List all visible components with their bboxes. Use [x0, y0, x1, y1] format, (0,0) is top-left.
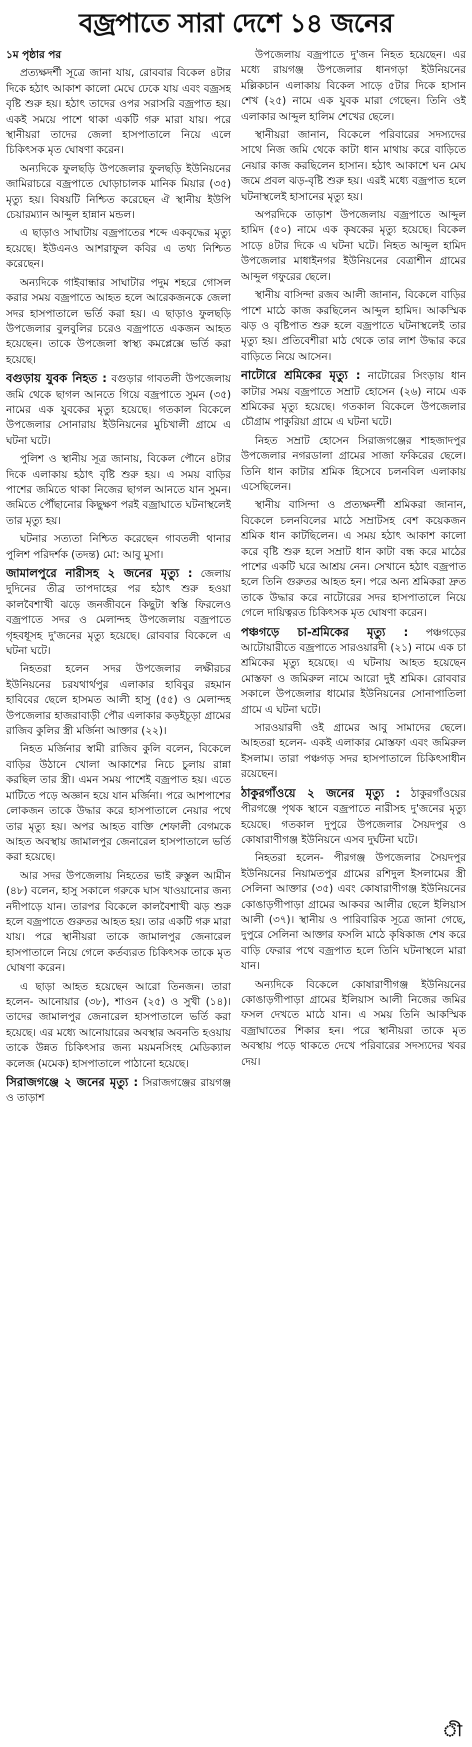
- article-paragraph: [241, 851, 466, 974]
- article-paragraph: [241, 288, 466, 365]
- article-paragraph: [6, 1075, 231, 1107]
- subheading: জামালপুরে নারীসহ ২ জনের মৃত্যু :: [6, 566, 193, 580]
- paragraph-text: স্থানীয় বাসিন্দা রজব আলী জানান, বিকেলে বাড়ির পাশে মাঠে কাজ করছিলেন আব্দুল হামিদ। আকস্মিক ঝড় ও বৃষ্টিপাত শুরু হলে বজ্রপাতে ঘটনাস্থলেই তার মৃত্যু হয়। প্রতিবেশীরা মাঠ থেকে তার লাশ উদ্ধার করে বাড়িতে নিয়ে আসেন।: [241, 289, 466, 363]
- paragraph-text: অন্যদিকে গাইবান্ধার সাঘাটার পদুম শহরে গোসল করার সময় বজ্রপাতে আহত হলে আরেকজনকে জেলা সদর হাসপাতালে ভর্তি করা হয়। এ ছাড়াও ফুলছড়ি উপজেলার বুলবুলির চরেও বজ্রপাতে একজন আহত হয়েছেন। তাকে উপজেলা স্বাস্থ্য কমপ্লেক্সে ভর্তি করা হয়েছে।: [6, 276, 231, 366]
- article-paragraph: [6, 980, 231, 1072]
- subheading: বগুড়ায় যুবক নিহত :: [6, 371, 107, 386]
- paragraph-text: অন্যদিকে বিকেলে কোষারাণীগঞ্জ ইউনিয়নের কোঙাড়গীপাড়া গ্রামের ইলিয়াস আলী নিজের জমির ফসল দেখতে মাঠে যান। এ সময় তিনি আকস্মিক বজ্রাঘাতের শিকার হন। পরে স্থানীয়রা তাকে মৃত অবস্থায় পড়ে থাকতে দেখে পরিবারের সদস্যদের খবর দেয়।: [241, 978, 466, 1068]
- paragraph-text: নাটোরের সিংড়ায় ধান কাটার সময় বজ্রপাতে সম্রাট হোসেন (২৬) নামে এক শ্রমিকের মৃত্যু হয়েছে। গতকাল বিকেলে উপজেলার চৌগ্রাম পাকুরিয়া গ্রামে এ ঘটনা ঘটে।: [241, 370, 466, 429]
- paragraph-text: ঠাকুরগাঁওয়ের পীরগঞ্জে পৃথক স্থানে বজ্রপাতে নারীসহ দু'জনের মৃত্যু হয়েছে। গতকাল দুপুরে উপজেলার সৈয়দপুর ও কোষারাণীগঞ্জ ইউনিয়নে এসব দুর্ঘটনা ঘটে।: [241, 787, 466, 846]
- paragraph-text: নিহতরা হলেন সদর উপজেলার লক্ষীরচর ইউনিয়নের চরযথার্থপুর এলাকার হাবিবুর রহমান হাবিবের ছেলে হাসমত আলী হাসু (৫৫) ও মেলান্দহ উপজেলার হাজরাবাড়ী পৌর এলাকার কড়ইচূড়া গ্রামের রাজিব কুলির স্ত্রী মর্জিনা আক্তার (২২)।: [6, 663, 231, 738]
- paragraph-text: সিরাজগঞ্জের রায়গঞ্জ ও তাড়াশ: [6, 1077, 231, 1105]
- right-column: [241, 48, 466, 1743]
- article-paragraph: [241, 434, 466, 496]
- article-paragraph: [6, 66, 231, 158]
- article-paragraph: [6, 452, 231, 529]
- footer-mark: ী: [442, 1721, 462, 1740]
- article-paragraph: [241, 498, 466, 621]
- article-paragraph: [6, 162, 231, 224]
- article-paragraph: [6, 532, 231, 563]
- paragraph-text: প্রত্যক্ষদর্শী সূত্রে জানা যায়, রোববার বিকেল ৪টার দিকে হঠাৎ আকাশ কালো মেঘে ঢেকে যায় এবং বজ্রসহ বৃষ্টি শুরু হয়। হঠাৎ তাদের ওপর সরাসরি বজ্রপাত হয়। একই সময়ে পাশে থাকা একটি গরু মারা যায়। পরে স্থানীয়রা তাদের জেলা হাসপাতালে নিয়ে এলে চিকিৎসক মৃত ঘোষণা করেন।: [6, 67, 231, 157]
- article-paragraph: [241, 978, 466, 1070]
- article-paragraph: [6, 226, 231, 272]
- paragraph-text: এ ছাড়া আহত হয়েছেন আরো তিনজন। তারা হলেন- আনোয়ার (৩৮), শাওন (২৫) ও সুখী (১৪)। তাদের জামালপুর জেনারেল হাসপাতালে ভর্তি করা হয়েছে। এর মধ্যে আনোয়ারের অবস্থার অবনতি হওয়ায় তাকে উন্নত চিকিৎসার জন্য ময়মনসিংহ মেডিক্যাল কলেজ (মমেক) হাসপাতালে পাঠানো হয়েছে।: [6, 980, 231, 1070]
- paragraph-text: বগুড়ার গাবতলী উপজেলায় জমি থেকে ছাগল আনতে গিয়ে বজ্রপাতে সুমন (৩৫) নামের এক যুবকের মৃত্যু হয়েছে। গতকাল বিকেলে উপজেলার সোনারায় ইউনিয়নের মুচিখালী গ্রামে এ ঘটনা ঘটে।: [6, 373, 231, 447]
- paragraph-text: অন্যদিকে ফুলছড়ি উপজেলার ফুলছড়ি ইউনিয়নের জামিরাচরে বজ্রপাতে ঘোড়াচালক মানিক মিয়ার (৩৫) মৃত্যু হয়। বিষয়টি নিশ্চিত করেছেন ঐ স্থানীয় ইউপি চেয়ারম্যান আব্দুল হান্নান মন্ডল।: [6, 162, 231, 222]
- paragraph-text: জেলায় দুদিনের তীব্র তাপদাহের পর হঠাৎ শুরু হওয়া কালবৈশাখী ঝড়ে জনজীবনে কিছুটা স্বস্তি ফিরলেও বজ্রপাতে সদর ও মেলান্দহ উপজেলায় বজ্রপাতে গৃহবধূসহ দু'জনের মৃত্যু হয়েছে। রোববার বিকেলে এ ঘটনা ঘটে।: [6, 568, 231, 658]
- article-paragraph: [241, 786, 466, 849]
- paragraph-text: পুলিশ ও স্থানীয় সূত্র জানায়, বিকেল পৌনে ৪টার দিকে এলাকায় হঠাৎ বৃষ্টি শুরু হয়। এ সময় বাড়ির পাশের জমিতে থাকা নিজের ছাগল আনতে যান সুমন। জমিতে পৌঁছানোর কিছুক্ষণ পরই বজ্রাঘাতে ঘটনাস্থলেই তার মৃত্যু হয়।: [6, 453, 231, 527]
- article-paragraph: [6, 869, 231, 977]
- subheading: সিরাজগঞ্জে ২ জনের মৃত্যু :: [6, 1075, 139, 1089]
- article-paragraph: [241, 368, 466, 431]
- paragraph-text: সারওয়ারদী ওই গ্রামের আবু সামাদের ছেলে। আহতরা হলেন- একই এলাকার মোস্তফা এবং জমিরুল ইসলাম। তারা পঞ্চগড় সদর হাসপাতালে চিকিৎসাধীন রয়েছেন।: [241, 722, 466, 781]
- article-paragraph: [241, 625, 466, 718]
- paragraph-text: উপজেলায় বজ্রপাতে দু'জন নিহত হয়েছেন। এর মধ্যে রায়গঞ্জ উপজেলার ধানগড়া ইউনিয়নের মল্লিকচান এলাকায় বিকেল সাড়ে ৫টার দিকে হাসান শেখ (২৫) নামে এক যুবক মারা গেছেন। তিনি ওই এলাকার আব্দুল হালিম শেখের ছেলে।: [241, 49, 466, 123]
- paragraph-text: ঘটনার সত্যতা নিশ্চিত করেছেন গাবতলী থানার পুলিশ পরিদর্শক (তদন্ত) মো: আবু মুসা।: [6, 533, 231, 561]
- paragraph-text: অপরদিকে তাড়াশ উপজেলায় বজ্রপাতে আব্দুল হামিদ (৫০) নামে এক কৃষকের মৃত্যু হয়েছে। বিকেল সাড়ে ৪টার দিকে এ ঘটনা ঘটে। নিহত আব্দুল হামিদ উপজেলার মাধাইনগর ইউনিয়নের বেত্রাশীন গ্রামের আব্দুল গফুরের ছেলে।: [241, 209, 466, 283]
- headline: বজ্রপাতে সারা দেশে ১৪ জনের: [78, 9, 393, 39]
- article-paragraph: [241, 208, 466, 285]
- paragraph-text: স্থানীয়রা জানান, বিকেলে পরিবারের সদস্যদের সাথে নিজ জমি থেকে কাটা ধান মাথায় করে বাড়িতে নেয়ার কাজ করছিলেন হাসান। হঠাৎ আকাশে ঘন মেঘ জমে প্রবল ঝড়-বৃষ্টি শুরু হয়। এরই মধ্যে বজ্রপাত হলে ঘটনাস্থলেই হাসানের মৃত্যু হয়।: [241, 129, 466, 203]
- article-paragraph: [241, 721, 466, 783]
- left-column: [6, 48, 231, 1743]
- paragraph-text: নিহত সম্রাট হোসেন সিরাজগঞ্জের শাহজাদপুর উপজেলার নগরডালা গ্রামের সাজা ফকিরের ছেলে। তিনি ধান কাটার শ্রমিক হিসেবে চলনবিল এলাকায় এসেছিলেন।: [241, 434, 466, 493]
- paragraph-text: এ ছাড়াও সাঘাটায় বজ্রপাতের শব্দে একবৃদ্ধের মৃত্যু হয়েছে। ইউএনও আশরাফুল কবির এ তথ্য নিশ্চিত করেছেন।: [6, 227, 231, 271]
- paragraph-text: স্থানীয় বাসিন্দা ও প্রত্যক্ষদর্শী শ্রমিকরা জানান, বিকেলে চলনবিলের মাঠে সম্রাটসহ বেশ কয়েকজন শ্রমিক ধান কাটছিলেন। এ সময় হঠাৎ আকাশ কালো করে বৃষ্টি শুরু হলে সম্রাট ধান কাটা বন্ধ করে মাঠের পাশের একটি ঘরে আশ্রয় নেন। সেখানে হঠাৎ বজ্রপাত হলে তিনি গুরুতর আহত হন। পরে অন্য শ্রমিকরা দ্রুত তাকে উদ্ধার করে নাটোরের সদর হাসপাতালে নিয়ে গেলে দায়িত্বরত চিকিৎসক মৃত ঘোষণা করেন।: [241, 499, 466, 620]
- article-columns: [0, 48, 472, 1743]
- paragraph-text: পঞ্চগড়ের আটোয়ারীতে বজ্রপাতে সারওয়ারদী (২১) নামে এক চা শ্রমিকের মৃত্যু হয়েছে। এ ঘটনায় আহত হয়েছেন মোস্তফা ও জমিরুল নামে আরো দুই শ্রমিক। রোববার সকালে উপজেলার ধামোর ইউনিয়নের সোনাপাতিলা গ্রামে এ ঘটনা ঘটে।: [241, 626, 466, 716]
- article-paragraph: [6, 742, 231, 865]
- article-paragraph: [241, 48, 466, 125]
- article-paragraph: [6, 662, 231, 739]
- paragraph-text: আর সদর উপজেলায় নিহতের ভাই রুস্তুল আমীন (৪৮) বলেন, হাসু সকালে গরুকে ঘাস খাওয়ানোর জন্য নদীপাড়ে যান। তারপর বিকেলে কালবৈশাখী ঝড় শুরু হলে বজ্রপাতে গুরুতর আহত হয়। তার একটি গরু মারা যায়। পরে স্থানীয়রা তাকে জামালপুর জেনারেল হাসপাতালে নিয়ে গেলে কর্তব্যরত চিকিৎসক তাকে মৃত ঘোষণা করেন।: [6, 869, 231, 975]
- continuation-label: ১ম পৃষ্ঠার পর: [6, 49, 62, 61]
- article-paragraph: [6, 276, 231, 368]
- article-paragraph: [6, 371, 231, 449]
- article-paragraph: [6, 566, 231, 659]
- subheading: ঠাকুরগাঁওয়ে ২ জনের মৃত্যু :: [241, 785, 401, 800]
- paragraph-text: নিহত মর্জিনার স্বামী রাজিব কুলি বলেন, বিকেলে বাড়ির উঠানে খোলা আকাশের নিচে চুলায় রান্না করছিল তার স্ত্রী। এমন সময় পাশেই বজ্রপাত হয়। এতে মাটিতে পড়ে অজ্ঞান হয়ে যান মর্জিনা। পরে আশপাশের লোকজন তাকে উদ্ধার করে হাসপাতালে নেয়ার পথে তার মৃত্যু হয়। অপর আহত বাক্তি শেফালী বেগমকে আহত অবস্থায় জামালপুর জেনারেল হাসপাতালে ভর্তি করা হয়েছে।: [6, 743, 231, 864]
- subheading: পঞ্চগড়ে চা-শ্রমিকের মৃত্যু :: [241, 624, 409, 639]
- paragraph-text: নিহতরা হলেন- পীরগঞ্জ উপজেলার সৈয়দপুর ইউনিয়নের নিয়ামতপুর গ্রামের রশিদুল ইসলামের স্ত্রী সেলিনা আক্তার (৩৫) এবং কোষারাণীগঞ্জ ইউনিয়নের কোঙাড়গীপাড়া গ্রামের আকবর আলীর ছেলে ইলিয়াস আলী (৩৭)। স্থানীয় ও পারিবারিক সূত্রে জানা গেছে, দুপুরে সেলিনা আক্তার ফসলি মাঠে কৃষিকাজ শেষ করে বাড়ি ফেরার পথে বজ্রপাত হলে তিনি ঘটনাস্থলে মারা যান।: [241, 852, 466, 973]
- subheading: নাটোরে শ্রমিকের মৃত্যু :: [241, 368, 361, 383]
- article-paragraph: [241, 128, 466, 205]
